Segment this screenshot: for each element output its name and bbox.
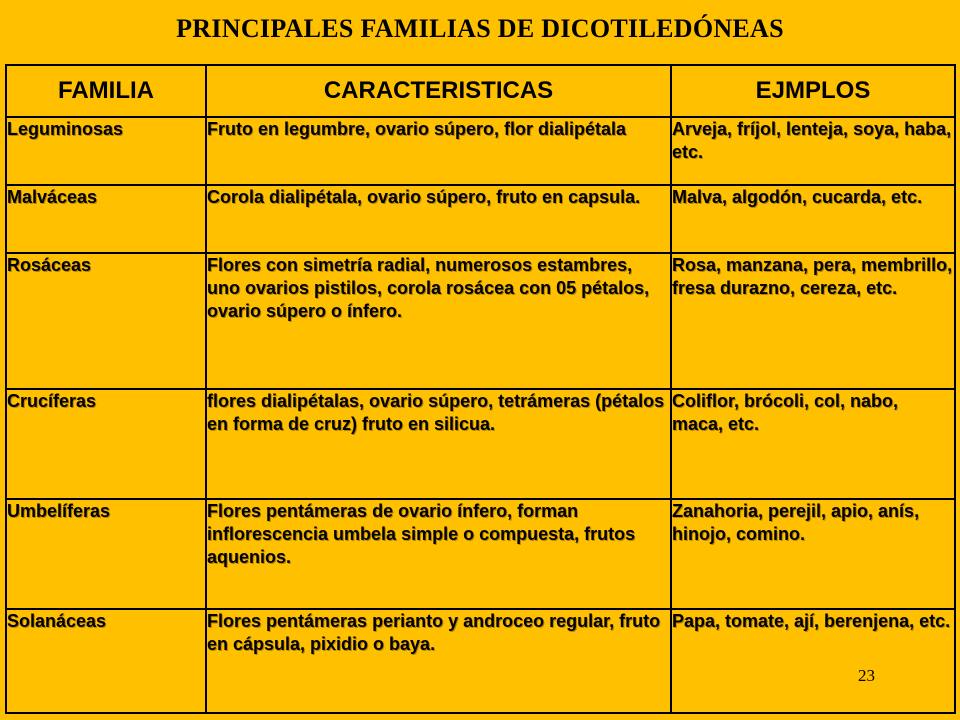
page-title: PRINCIPALES FAMILIAS DE DICOTILEDÓNEAS <box>176 14 784 43</box>
header-caracteristicas: CARACTERISTICAS <box>206 65 671 117</box>
cell-caracteristicas: Corola dialipétala, ovario súpero, fruto en capsula. <box>206 185 671 253</box>
cell-ejemplos: Arveja, fríjol, lenteja, soya, haba, etc. <box>671 117 955 185</box>
table-row <box>6 499 955 609</box>
table-row <box>6 117 955 185</box>
header-ejemplos: EJMPLOS <box>671 65 955 117</box>
table-row <box>6 253 955 389</box>
cell-ejemplos: Zanahoria, perejil, apio, anís, hinojo, comino. <box>671 499 955 609</box>
families-table <box>5 64 956 714</box>
page-number: 23 <box>858 666 875 685</box>
cell-caracteristicas: Flores pentámeras perianto y androceo regular, fruto en cápsula, pixidio o baya. <box>206 609 671 713</box>
cell-familia: Solanáceas <box>6 609 206 713</box>
table-header-row <box>6 65 955 117</box>
cell-familia: Malváceas <box>6 185 206 253</box>
table-row <box>6 389 955 499</box>
header-familia: FAMILIA <box>6 65 206 117</box>
cell-ejemplos: Malva, algodón, cucarda, etc. <box>671 185 955 253</box>
cell-ejemplos: Rosa, manzana, pera, membrillo, fresa durazno, cereza, etc. <box>671 253 955 389</box>
cell-caracteristicas: Fruto en legumbre, ovario súpero, flor dialipétala <box>206 117 671 185</box>
cell-familia: Crucíferas <box>6 389 206 499</box>
cell-ejemplos: Coliflor, brócoli, col, nabo, maca, etc. <box>671 389 955 499</box>
cell-caracteristicas: Flores con simetría radial, numerosos estambres, uno ovarios pistilos, corola rosácea con 05 pétalos, ovario súpero o ínfero. <box>206 253 671 389</box>
cell-familia: Rosáceas <box>6 253 206 389</box>
cell-familia: Umbelíferas <box>6 499 206 609</box>
table-row <box>6 185 955 253</box>
cell-familia: Leguminosas <box>6 117 206 185</box>
cell-caracteristicas: Flores pentámeras de ovario ínfero, forman inflorescencia umbela simple o compuesta, frutos aquenios. <box>206 499 671 609</box>
table-row <box>6 609 955 713</box>
cell-ejemplos: Papa, tomate, ají, berenjena, etc. <box>671 609 955 713</box>
cell-caracteristicas: flores dialipétalas, ovario súpero, tetrámeras (pétalos en forma de cruz) fruto en silicua. <box>206 389 671 499</box>
